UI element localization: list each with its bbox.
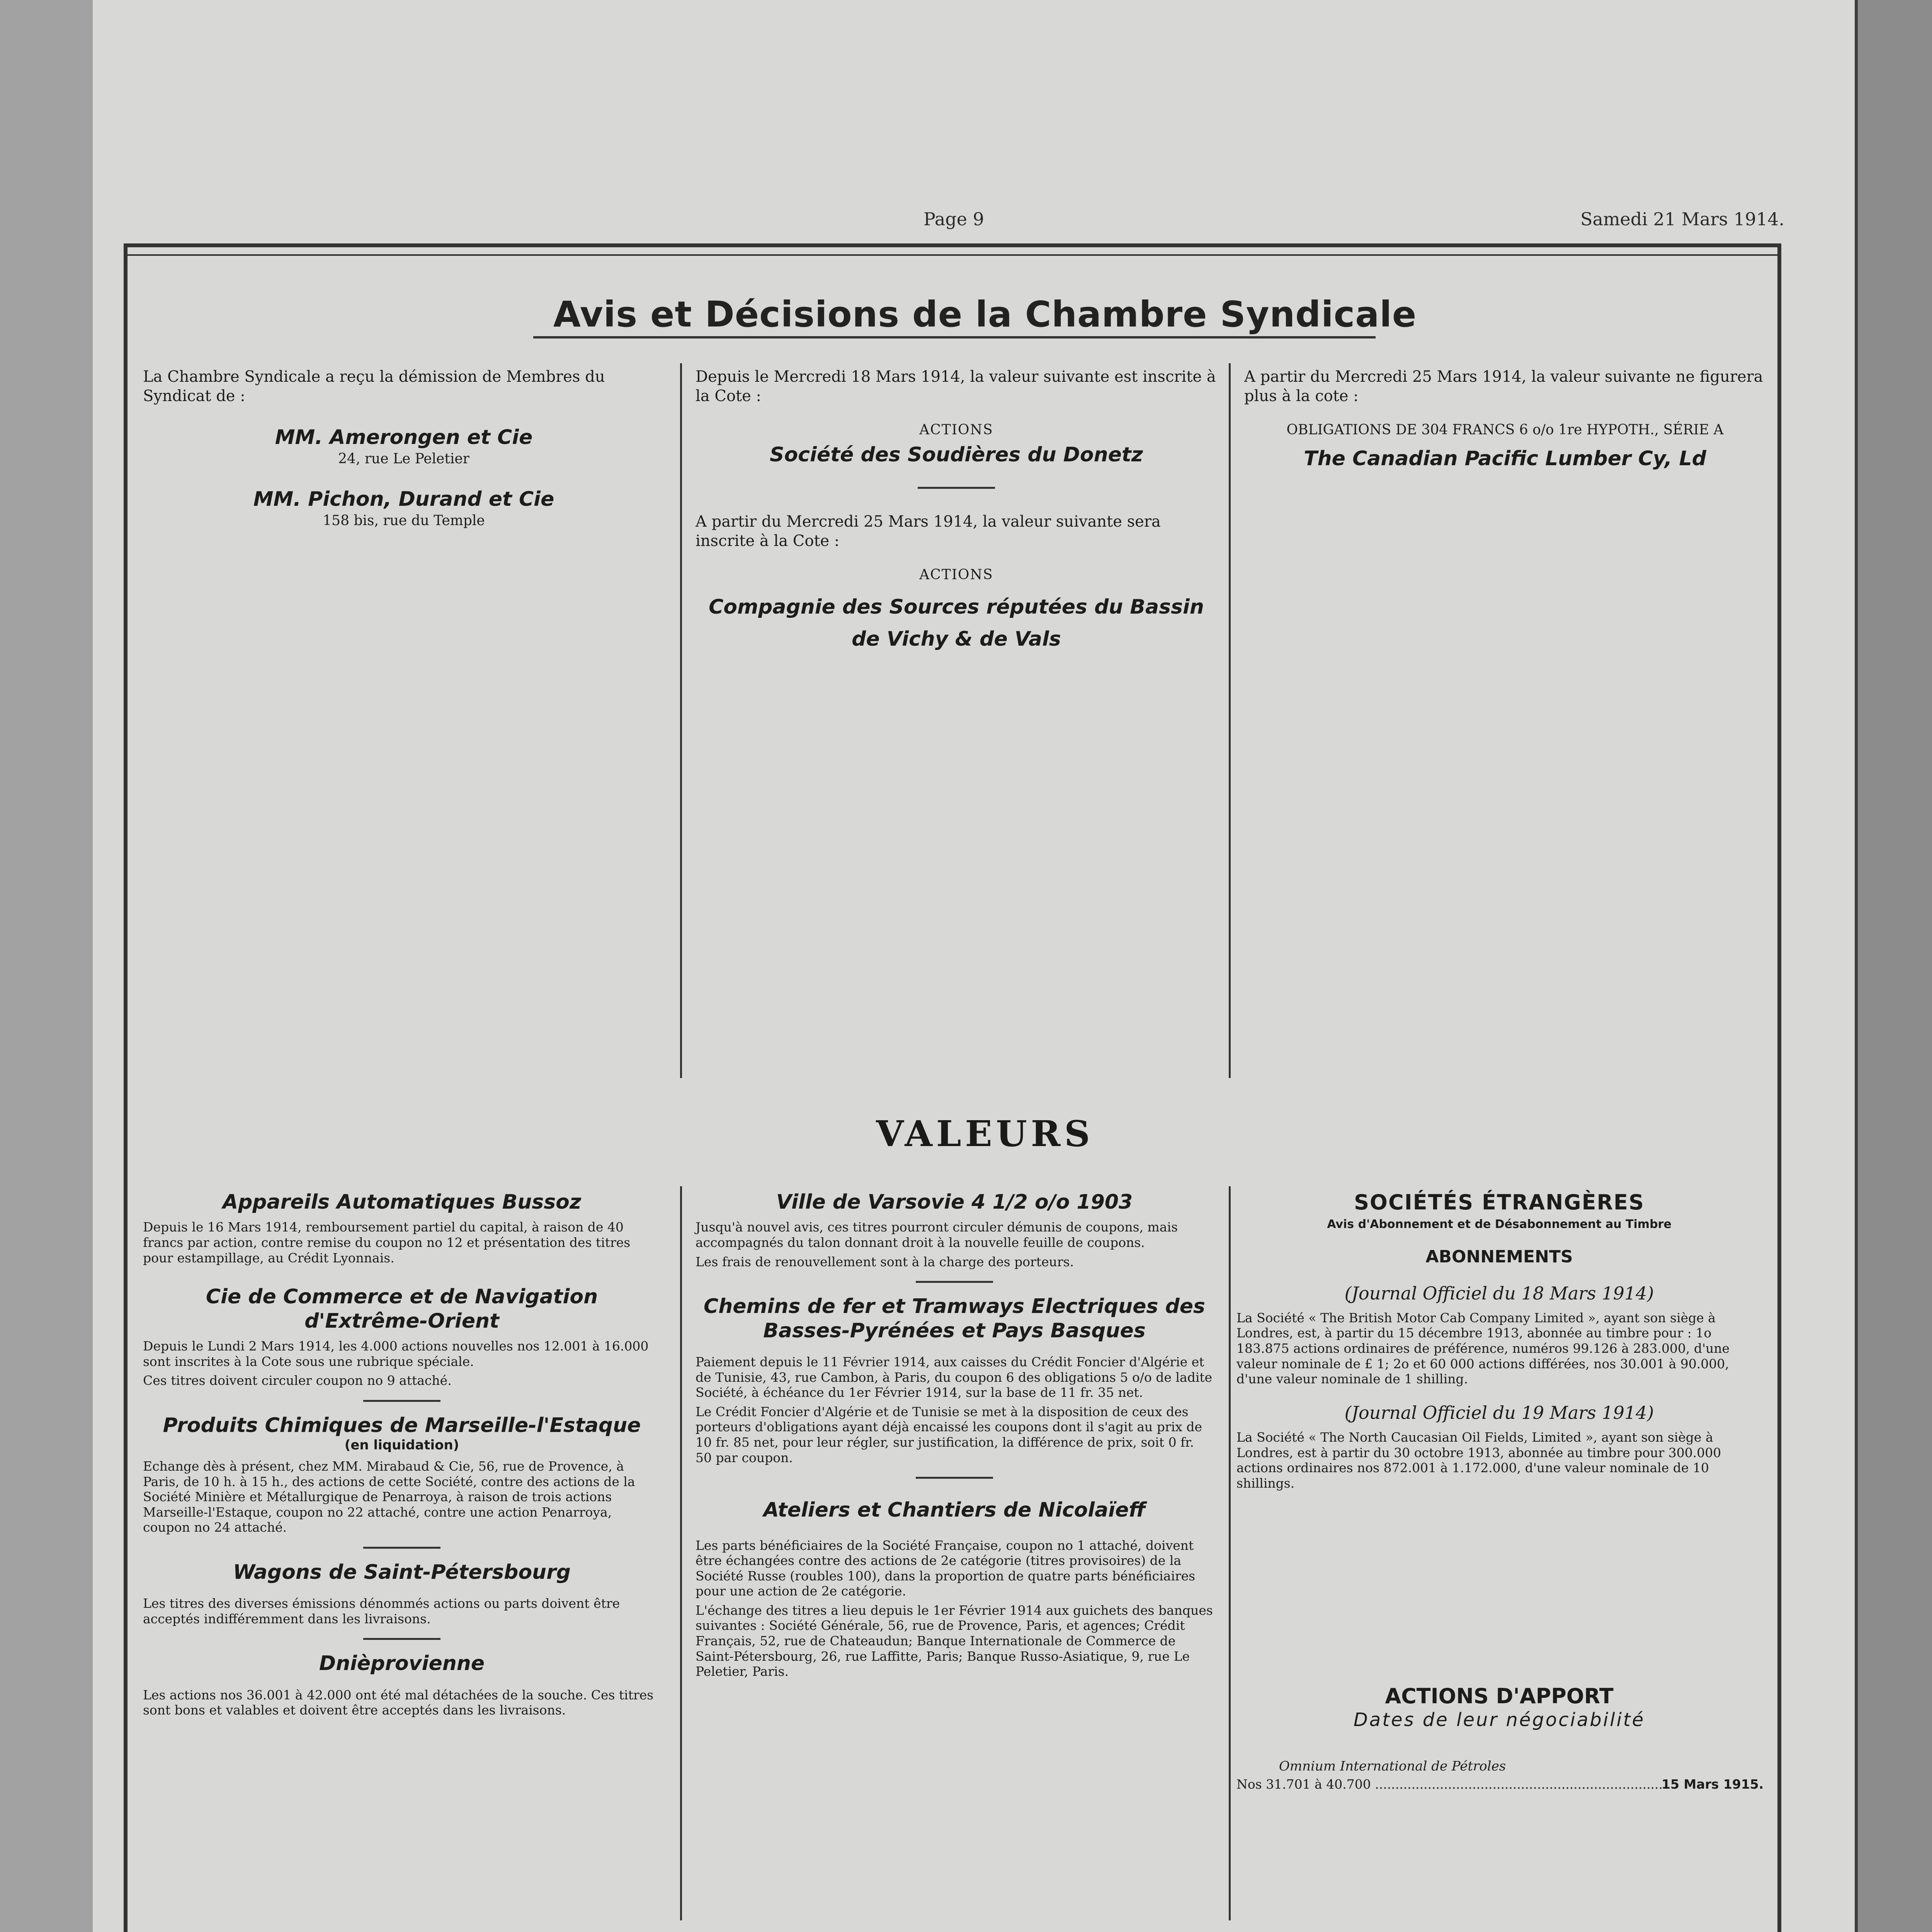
valeurs-omnium-title: Omnium International de Pétroles <box>1279 1758 1506 1774</box>
valeurs-nicolaieff-title: Ateliers et Chantiers de Nicolaïeff <box>763 1498 1146 1522</box>
avis-right-value-1: The Canadian Pacific Lumber Cy, Ld <box>1304 447 1706 470</box>
avis-middle-p1: Depuis le Mercredi 18 Mars 1914, la valeur suivante est inscrite à la Cote : <box>696 368 1216 405</box>
valeurs-left-rule-2 <box>363 1547 440 1549</box>
avis-title-underline <box>533 336 1376 338</box>
valeurs-varsovie-text-2: Les frais de renouvellement sont à la charge des porteurs. <box>696 1254 1074 1269</box>
avis-right-column <box>1244 367 1766 471</box>
avis-member-2-address: 158 bis, rue du Temple <box>323 513 485 529</box>
avis-middle-rule <box>918 487 995 489</box>
valeurs-omnium-row <box>1236 1777 1762 1792</box>
valeurs-societes-title: SOCIÉTÉS ÉTRANGÈRES <box>1354 1190 1645 1214</box>
valeurs-varsovie-text: Jusqu'à nouvel avis, ces titres pourront circuler démunis de coupons, mais accompagnés du talon donnant droit à la nouvelle feuille de coupons. <box>696 1219 1178 1250</box>
valeurs-separator-2 <box>1229 1186 1231 1920</box>
avis-member-1: MM. Amerongen et Cie <box>275 426 533 449</box>
page-date: Samedi 21 Mars 1914. <box>1580 209 1785 230</box>
valeurs-wagons-title: Wagons de Saint-Pétersbourg <box>233 1560 571 1584</box>
avis-right-p1: A partir du Mercredi 25 Mars 1914, la valeur suivante ne figurera plus à la cote : <box>1244 368 1763 405</box>
valeurs-caucasian-text: La Société « The North Caucasian Oil Fields, Limited », ayant son siège à Londres, est à partir du 30 octobre 1913, abonnée au timbre pour 300.000 actions ordinaires nos 872.001 à 1.172.000, d'une valeur nominale de 10 shillings. <box>1236 1429 1721 1491</box>
valeurs-marseille-subtitle: (en liquidation) <box>344 1437 459 1453</box>
valeurs-british-text: La Société « The British Motor Cab Company Limited », ayant son siège à Londres, est, à partir du 15 décembre 1913, abonnée au timbre pour : 1o 183.875 actions ordinaires de préférence, numéros 99.126 à 283.000, d'une valeur nominale de £ 1; 2o et 60 000 actions différées, nos 30.001 à 90.000, d'une valeur nominale de 1 shilling. <box>1236 1310 1730 1387</box>
valeurs-right-column <box>1236 1190 1762 1792</box>
valeurs-marseille-title: Produits Chimiques de Marseille-l'Estaque <box>163 1413 641 1437</box>
valeurs-wagons-text: Les titres des diverses émissions dénommés actions ou parts doivent être acceptés indifféremment dans les livraisons. <box>143 1596 620 1626</box>
valeurs-apport-title: ACTIONS D'APPORT <box>1385 1684 1614 1709</box>
valeurs-journal-2: (Journal Officiel du 19 Mars 1914) <box>1344 1402 1654 1423</box>
valeurs-middle-rule-1 <box>916 1281 993 1283</box>
valeurs-nicolaieff-text-2: L'échange des titres a lieu depuis le 1er Février 1914 aux guichets des banques suivantes : Société Générale, 56, rue de Provence, Paris, et agences; Crédit Français, 52, rue de Chateaudun; Banque Internationale de Commerce de Saint-Pétersbourg, 26, rue Laffitte, Paris; Banque Russo-Asiatique, 9, rue Le Peletier, Paris. <box>696 1602 1213 1679</box>
valeurs-left-rule-3 <box>363 1638 440 1640</box>
valeurs-societes-subtitle: Avis d'Abonnement et de Désabonnement au Timbre <box>1327 1217 1672 1231</box>
valeurs-navigation-title: Cie de Commerce et de Navigation d'Extrême-Orient <box>206 1285 598 1333</box>
valeurs-chemins-title: Chemins de fer et Tramways Electriques des Basses-Pyrénées et Pays Basques <box>704 1295 1205 1342</box>
valeurs-omnium-label: Nos 31.701 à 40.700 ..... <box>1236 1777 1662 1792</box>
avis-right-heading-1: OBLIGATIONS DE 304 FRANCS 6 o/o 1re HYPOTH., SÉRIE A <box>1286 422 1724 438</box>
valeurs-bussoz-title: Appareils Automatiques Bussoz <box>222 1190 582 1214</box>
valeurs-title: VALEURS <box>876 1113 1094 1155</box>
valeurs-navigation-text-2: Ces titres doivent circuler coupon no 9 attaché. <box>143 1373 452 1388</box>
avis-middle-value-2: Compagnie des Sources réputées du Bassin de Vichy & de Vals <box>709 595 1204 651</box>
valeurs-nicolaieff-text: Les parts bénéficiaires de la Société Française, coupon no 1 attaché, doivent être échangées contre des actions de 2e catégorie (titres provisoires) de la Société Russe (roubles 100), dans la proportion de quatre parts bénéficiaires pour une action de 2e catégorie. <box>696 1537 1196 1599</box>
valeurs-apport-subtitle: Dates de leur négociabilité <box>1353 1709 1645 1731</box>
valeurs-chemins-text-2: Le Crédit Foncier d'Algérie et de Tunisie se met à la disposition de ceux des porteurs d'obligations ayant déjà encaissé les coupons dont il s'agit au prix de 10 fr. 85 net, pour leur régler, sur justification, la différence de prix, soit 0 fr. 50 par coupon. <box>696 1404 1202 1465</box>
valeurs-journal-1: (Journal Officiel du 18 Mars 1914) <box>1344 1282 1654 1304</box>
valeurs-left-column <box>143 1190 661 1722</box>
valeurs-dnieprovienne-title: Dnièprovienne <box>319 1652 485 1675</box>
avis-separator-2 <box>1229 363 1231 1078</box>
valeurs-bussoz-text: Depuis le 16 Mars 1914, remboursement partiel du capital, à raison de 40 francs par action, contre remise du coupon no 12 et présentation des titres pour estampillage, au Crédit Lyonnais. <box>143 1219 631 1265</box>
valeurs-middle-column <box>696 1190 1213 1683</box>
valeurs-separator-1 <box>680 1186 682 1920</box>
avis-middle-value-1: Société des Soudières du Donetz <box>770 443 1143 466</box>
avis-left-intro: La Chambre Syndicale a reçu la démission de Membres du Syndicat de : <box>143 368 605 405</box>
avis-member-1-address: 24, rue Le Peletier <box>338 451 469 467</box>
valeurs-chemins-text: Paiement depuis le 11 Février 1914, aux caisses du Crédit Foncier d'Algérie et de Tunisie, 43, rue Cambon, à Paris, du coupon 6 des obligations 5 o/o de ladite Société, à échéance du 1er Février 1914, sur la base de 11 fr. 35 net. <box>696 1354 1213 1400</box>
avis-member-2: MM. Pichon, Durand et Cie <box>253 488 554 511</box>
valeurs-navigation-text: Depuis le Lundi 2 Mars 1914, les 4.000 actions nouvelles nos 12.001 à 16.000 sont inscrites à la Cote sous une rubrique spéciale. <box>143 1338 649 1369</box>
valeurs-varsovie-title: Ville de Varsovie 4 1/2 o/o 1903 <box>776 1190 1133 1214</box>
valeurs-left-rule-1 <box>363 1400 440 1402</box>
avis-middle-heading-1: ACTIONS <box>919 422 993 438</box>
valeurs-middle-rule-2 <box>916 1477 993 1479</box>
valeurs-marseille-text: Echange dès à présent, chez MM. Mirabaud & Cie, 56, rue de Provence, à Paris, de 10 h. à 15 h., des actions de cette Société, contre des actions de la Société Minière et Métallurgique de Penarroya, à raison de trois actions Marseille-l'Estaque, coupon no 22 attaché, contre une action Penarroya, coupon no 24 attaché. <box>143 1458 635 1535</box>
valeurs-omnium-value: 15 Mars 1915. <box>1662 1776 1764 1792</box>
valeurs-dnieprovienne-text: Les actions nos 36.001 à 42.000 ont été mal détachées de la souche. Ces titres sont bons et valables et doivent être acceptés dans les livraisons. <box>143 1687 654 1718</box>
avis-middle-column <box>696 367 1217 655</box>
valeurs-abonnements-title: ABONNEMENTS <box>1425 1247 1573 1267</box>
page-number: Page 9 <box>923 209 984 230</box>
avis-middle-p2: A partir du Mercredi 25 Mars 1914, la valeur suivante sera inscrite à la Cote : <box>696 513 1161 550</box>
avis-left-column <box>143 367 665 529</box>
binding-edge <box>1855 0 1932 1932</box>
previous-page-edge <box>0 0 95 1932</box>
avis-middle-heading-2: ACTIONS <box>919 567 993 583</box>
avis-separator-1 <box>680 363 682 1078</box>
avis-title: Avis et Décisions de la Chambre Syndicale <box>553 294 1417 335</box>
